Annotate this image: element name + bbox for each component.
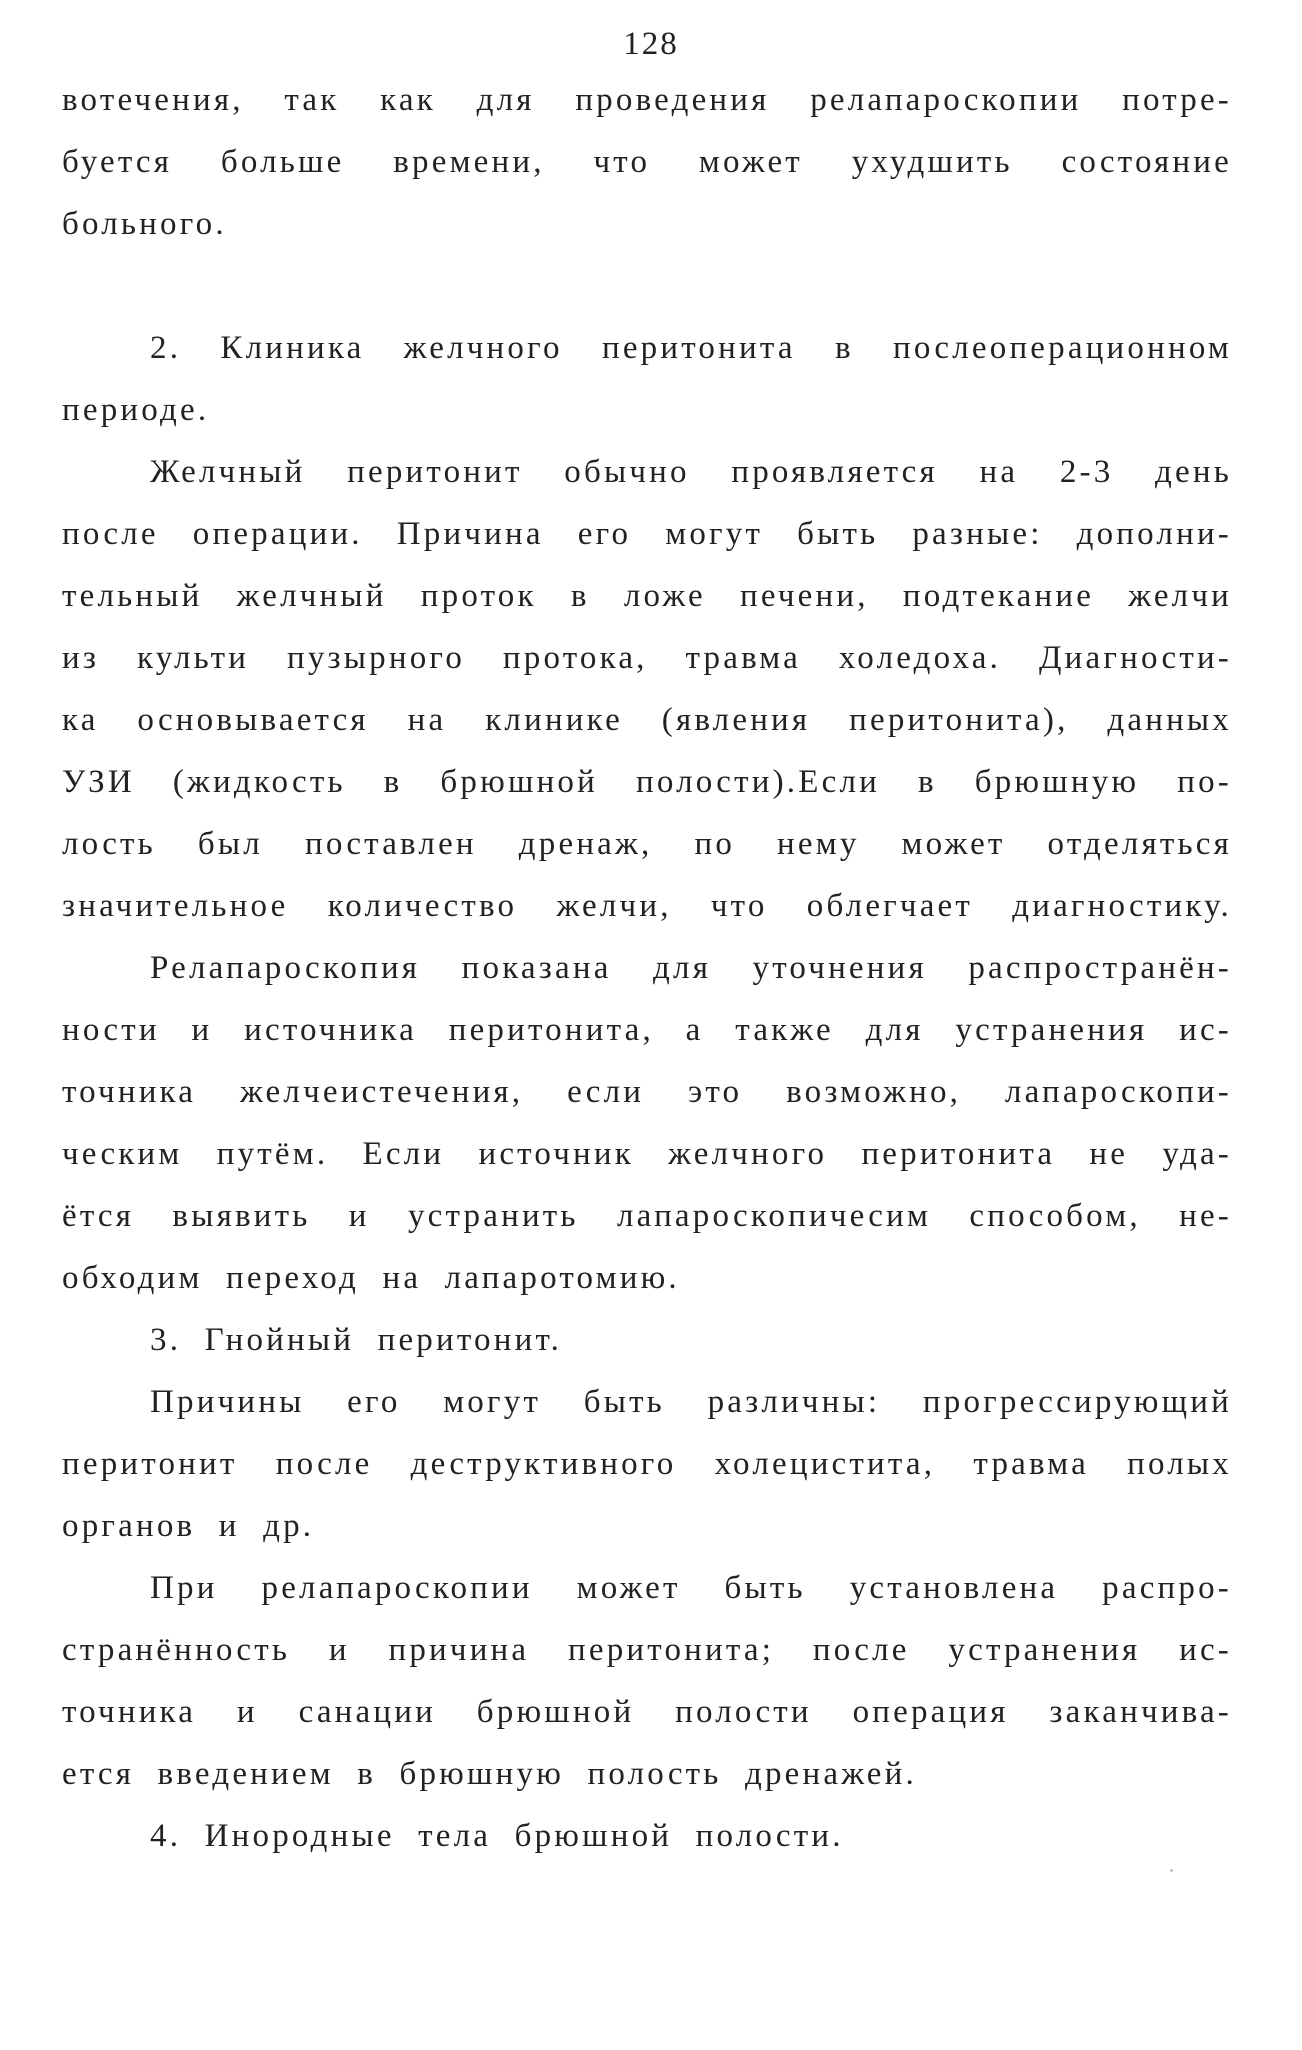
text-line: При релапароскопии может быть установлена распро- [150,1570,1232,1606]
text-line: Причины его могут быть различны: прогрессирующий [150,1384,1232,1420]
section-heading: 3. Гнойный перитонит. [150,1322,563,1358]
text-line: Желчный перитонит обычно проявляется на 2-3 день [150,454,1232,490]
text-line: обходим переход на лапаротомию. [62,1260,680,1296]
text-line: из культи пузырного протока, травма холедоха. Диагности- [62,640,1232,676]
text-line: Релапароскопия показана для уточнения распространён- [150,950,1232,986]
text-line: органов и др. [62,1508,315,1544]
text-line: вотечения, так как для проведения релапароскопии потре- [62,82,1232,118]
scan-speck [1170,1869,1173,1872]
text-line: ется введением в брюшную полость дренажей. [62,1756,917,1792]
text-line: значительное количество желчи, что облегчает диагностику. [62,888,1232,924]
text-line: буется больше времени, что может ухудшить состояние [62,144,1232,180]
text-line: больного. [62,206,227,242]
section-heading: 2. Клиника желчного перитонита в послеоперационном [150,330,1232,366]
text-line: периоде. [62,392,210,428]
text-line: УЗИ (жидкость в брюшной полости).Если в брюшную по- [62,764,1232,800]
text-line: ётся выявить и устранить лапароскопичесим способом, не- [62,1198,1232,1234]
text-line: после операции. Причина его могут быть разные: дополни- [62,516,1232,552]
page-number: 128 [623,26,679,62]
text-line: тельный желчный проток в ложе печени, подтекание желчи [62,578,1232,614]
text-line: точника желчеистечения, если это возможно, лапароскопи- [62,1074,1232,1110]
text-line: ческим путём. Если источник желчного перитонита не уда- [62,1136,1232,1172]
text-line: странённость и причина перитонита; после устранения ис- [62,1632,1232,1668]
text-line: точника и санации брюшной полости операция заканчива- [62,1694,1232,1730]
text-line: ка основывается на клинике (явления перитонита), данных [62,702,1232,738]
text-line: лость был поставлен дренаж, по нему может отделяться [62,826,1232,862]
text-line: ности и источника перитонита, а также для устранения ис- [62,1012,1232,1048]
text-line: перитонит после деструктивного холецистита, травма полых [62,1446,1232,1482]
section-heading: 4. Инородные тела брюшной полости. [150,1818,844,1854]
